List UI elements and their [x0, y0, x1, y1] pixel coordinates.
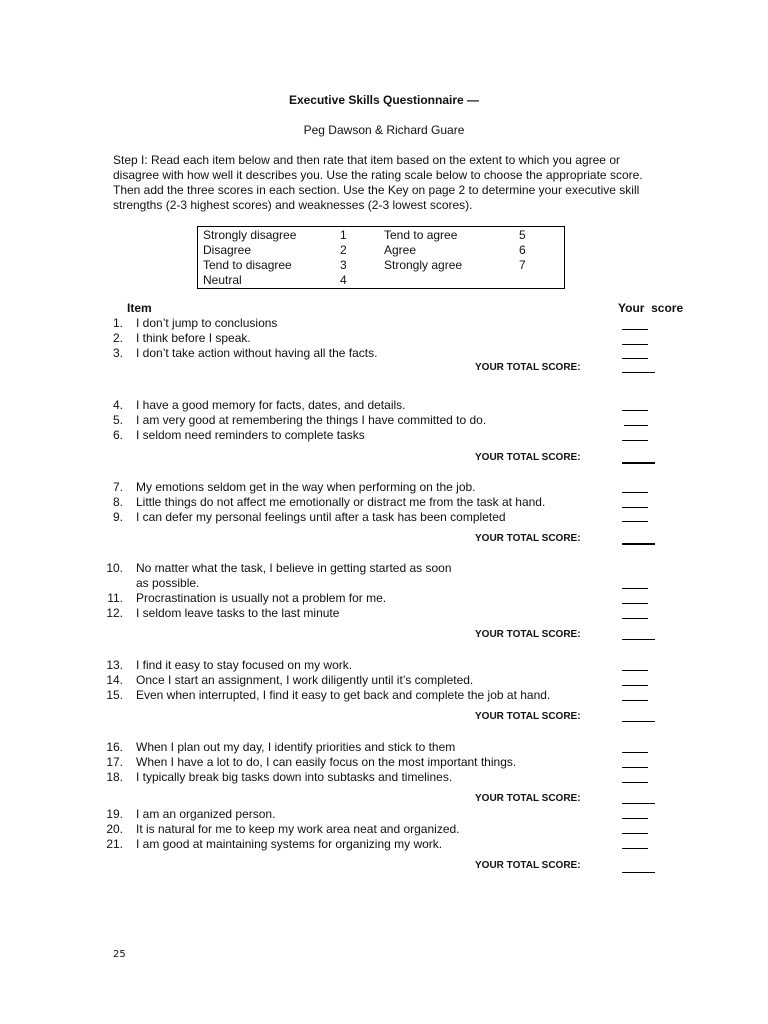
item-text: My emotions seldom get in the way when performing on the job. [136, 480, 476, 494]
item-text: I am good at maintaining systems for organizing my work. [136, 837, 443, 851]
total-score-label: YOUR TOTAL SCORE: [475, 860, 581, 871]
total-score-label: YOUR TOTAL SCORE: [475, 629, 581, 640]
total-score-blank[interactable] [622, 543, 655, 545]
scale-value: 6 [519, 243, 526, 257]
scale-value: 7 [519, 258, 526, 272]
item-text: I don’t take action without having all the facts. [136, 346, 378, 360]
total-score-blank[interactable] [622, 803, 655, 804]
item-text: When I plan out my day, I identify priorities and stick to them [136, 740, 456, 754]
score-blank[interactable] [622, 507, 648, 508]
total-score-blank[interactable] [622, 721, 655, 722]
score-blank[interactable] [622, 521, 648, 522]
item-number: 19. [106, 807, 123, 821]
score-blank[interactable] [624, 425, 648, 426]
rating-scale-box [197, 226, 565, 289]
item-text: I typically break big tasks down into subtasks and timelines. [136, 770, 453, 784]
item-number: 5. [112, 413, 123, 427]
item-number: 18. [106, 770, 123, 784]
item-text: Even when interrupted, I find it easy to get back and complete the job at hand. [136, 688, 551, 702]
score-header: Your score [618, 301, 684, 315]
item-text: I find it easy to stay focused on my work. [136, 658, 353, 672]
item-number: 14. [106, 673, 123, 687]
score-blank[interactable] [622, 767, 648, 768]
scale-label: Strongly agree [384, 258, 463, 272]
item-number: 9. [112, 510, 123, 524]
score-blank[interactable] [622, 410, 648, 411]
scale-value: 5 [519, 228, 526, 242]
score-blank[interactable] [622, 818, 648, 819]
score-blank[interactable] [622, 700, 648, 701]
score-blank[interactable] [622, 670, 648, 671]
total-score-blank[interactable] [622, 872, 655, 873]
score-blank[interactable] [622, 782, 648, 783]
item-number: 3. [112, 346, 123, 360]
item-text: No matter what the task, I believe in getting started as soon [136, 561, 452, 575]
score-blank[interactable] [622, 752, 648, 753]
item-text: I don’t jump to conclusions [136, 316, 278, 330]
item-text: I think before I speak. [136, 331, 251, 345]
score-blank[interactable] [622, 358, 648, 359]
item-text: Once I start an assignment, I work diligently until it’s completed. [136, 673, 474, 687]
total-score-label: YOUR TOTAL SCORE: [475, 533, 581, 544]
total-score-label: YOUR TOTAL SCORE: [475, 711, 581, 722]
item-number: 15. [106, 688, 123, 702]
item-number: 4. [112, 398, 123, 412]
item-number: 20. [106, 822, 123, 836]
item-text: I seldom need reminders to complete tasks [136, 428, 365, 442]
item-number: 13. [106, 658, 123, 672]
item-number: 7. [112, 480, 123, 494]
item-text: It is natural for me to keep my work area neat and organized. [136, 822, 460, 836]
total-score-blank[interactable] [622, 639, 655, 640]
scale-value: 1 [340, 228, 347, 242]
item-text: I can defer my personal feelings until after a task has been completed [136, 510, 506, 524]
item-text: Little things do not affect me emotionally or distract me from the task at hand. [136, 495, 546, 509]
scale-label: Neutral [203, 273, 242, 287]
item-number: 8. [112, 495, 123, 509]
item-text: Procrastination is usually not a problem for me. [136, 591, 387, 605]
item-number: 17. [106, 755, 123, 769]
scale-label: Agree [384, 243, 417, 257]
score-blank[interactable] [622, 603, 648, 604]
item-number: 12. [106, 606, 123, 620]
total-score-label: YOUR TOTAL SCORE: [475, 362, 581, 373]
scale-label: Strongly disagree [203, 228, 297, 242]
total-score-label: YOUR TOTAL SCORE: [475, 793, 581, 804]
score-blank[interactable] [622, 618, 648, 619]
item-number: 21. [106, 837, 123, 851]
item-number: 11. [107, 591, 123, 605]
item-text: I seldom leave tasks to the last minute [136, 606, 340, 620]
scale-label: Tend to agree [384, 228, 458, 242]
total-score-blank[interactable] [622, 462, 655, 464]
total-score-label: YOUR TOTAL SCORE: [475, 452, 581, 463]
item-text: I have a good memory for facts, dates, and details. [136, 398, 406, 412]
score-blank[interactable] [622, 492, 648, 493]
instructions: Step I: Read each item below and then rate that item based on the extent to which you agree or disagree with how well it describes you. Use the rating scale below to choose the appropriate score. Then add the three scores in each section. Use the Key on page 2 to determine your executive skill strengths (2-3 highest scores) and weaknesses (2-3 lowest scores). [113, 153, 643, 212]
score-blank[interactable] [622, 440, 648, 441]
page-title: Executive Skills Questionnaire — [288, 93, 480, 107]
item-number: 1. [112, 316, 123, 330]
item-number: 6. [112, 428, 123, 442]
scale-value: 4 [340, 273, 347, 287]
score-blank[interactable] [622, 685, 648, 686]
total-score-blank[interactable] [622, 372, 655, 373]
score-blank[interactable] [622, 848, 648, 849]
scale-label: Tend to disagree [203, 258, 292, 272]
item-number: 2. [112, 331, 123, 345]
score-blank[interactable] [622, 329, 648, 330]
score-blank[interactable] [622, 833, 648, 834]
item-text: I am very good at remembering the things I have committed to do. [136, 413, 487, 427]
scale-value: 2 [340, 243, 347, 257]
scale-label: Disagree [203, 243, 252, 257]
item-number: 10. [106, 561, 123, 575]
scale-value: 3 [340, 258, 347, 272]
page-number: 25 [113, 949, 126, 960]
score-blank[interactable] [622, 344, 648, 345]
item-number: 16. [106, 740, 123, 754]
item-text-continued: as possible. [136, 576, 200, 590]
item-text: I am an organized person. [136, 807, 276, 821]
item-header: Item [127, 301, 152, 315]
item-text: When I have a lot to do, I can easily focus on the most important things. [136, 755, 517, 769]
score-blank[interactable] [622, 588, 648, 589]
authors: Peg Dawson & Richard Guare [303, 123, 465, 137]
